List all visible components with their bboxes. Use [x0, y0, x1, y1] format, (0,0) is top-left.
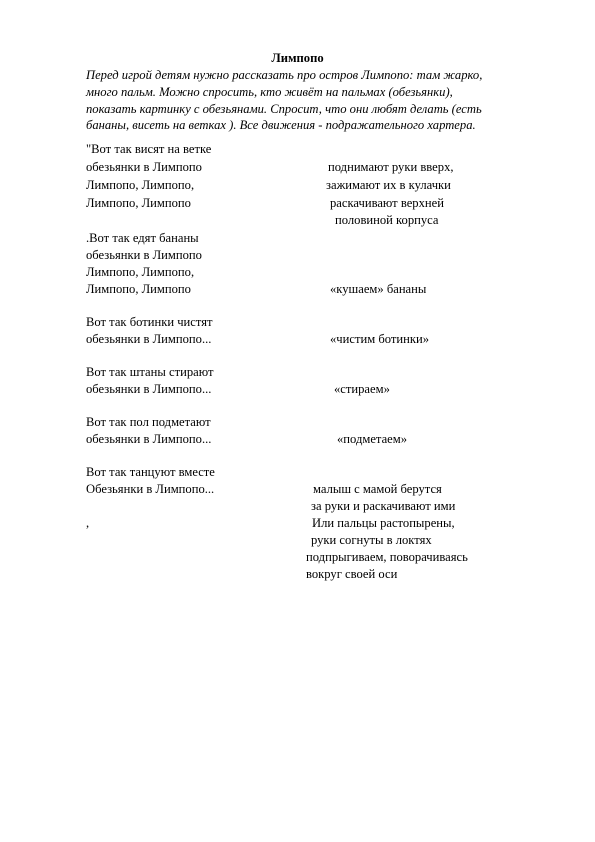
intro-line: Перед игрой детям нужно рассказать про остров Лимпопо: там жарко,	[86, 68, 483, 82]
document-title: Лимпопо	[271, 51, 324, 65]
verse-line: обезьянки в Лимпопо...	[86, 382, 212, 396]
verse-line: Вот так пол подметают	[86, 415, 211, 429]
action-line: «кушаем» бананы	[330, 282, 427, 296]
action-line: подпрыгиваем, поворачиваясь	[306, 550, 468, 564]
verse-line: Лимпопо, Лимпопо	[86, 196, 191, 210]
verse-line: ,	[86, 516, 90, 530]
verse-line: Лимпопо, Лимпопо,	[86, 178, 195, 192]
verse-line: обезьянки в Лимпопо...	[86, 432, 212, 446]
intro-line: показать картинку с обезьянами. Спросит, что они любят делать (есть	[86, 101, 482, 116]
verse-line: Лимпопо, Лимпопо,	[86, 265, 195, 279]
action-line: половиной корпуса	[335, 213, 439, 227]
action-line: малыш с мамой берутся	[313, 482, 442, 496]
intro-paragraph	[86, 67, 526, 134]
action-line: «чистим ботинки»	[330, 332, 429, 346]
action-line: зажимают их в кулачки	[326, 178, 451, 192]
action-line: раскачивают верхней	[330, 196, 444, 210]
action-line: вокруг своей оси	[306, 567, 398, 581]
action-line: Или пальцы растопырены,	[312, 516, 455, 530]
verse-line: обезьянки в Лимпопо...	[86, 332, 212, 346]
verse-line: обезьянки в Лимпопо	[86, 248, 202, 262]
verse-line: Вот так танцуют вместе	[86, 465, 215, 479]
verse-line: Вот так штаны стирают	[86, 365, 214, 379]
verse-line: Обезьянки в Лимпопо...	[86, 482, 215, 496]
intro-line: много пальм. Можно спросить, кто живёт на пальмах (обезьянки),	[86, 84, 453, 99]
intro-line: бананы, висеть на ветках ). Все движения - подражательного хартера.	[86, 118, 476, 133]
action-line: за руки и раскачивают ими	[311, 499, 456, 513]
verse-line: Лимпопо, Лимпопо	[86, 282, 191, 296]
verse-line: обезьянки в Лимпопо	[86, 160, 202, 174]
verse-line: Вот так ботинки чистят	[86, 315, 213, 329]
action-line: «стираем»	[334, 382, 390, 396]
action-line: руки согнуты в локтях	[311, 533, 432, 547]
verse-line: "Вот так висят на ветке	[86, 142, 212, 156]
verse-line: .Вот так едят бананы	[86, 231, 199, 245]
action-line: «подметаем»	[337, 432, 408, 446]
action-line: поднимают руки вверх,	[328, 160, 454, 174]
